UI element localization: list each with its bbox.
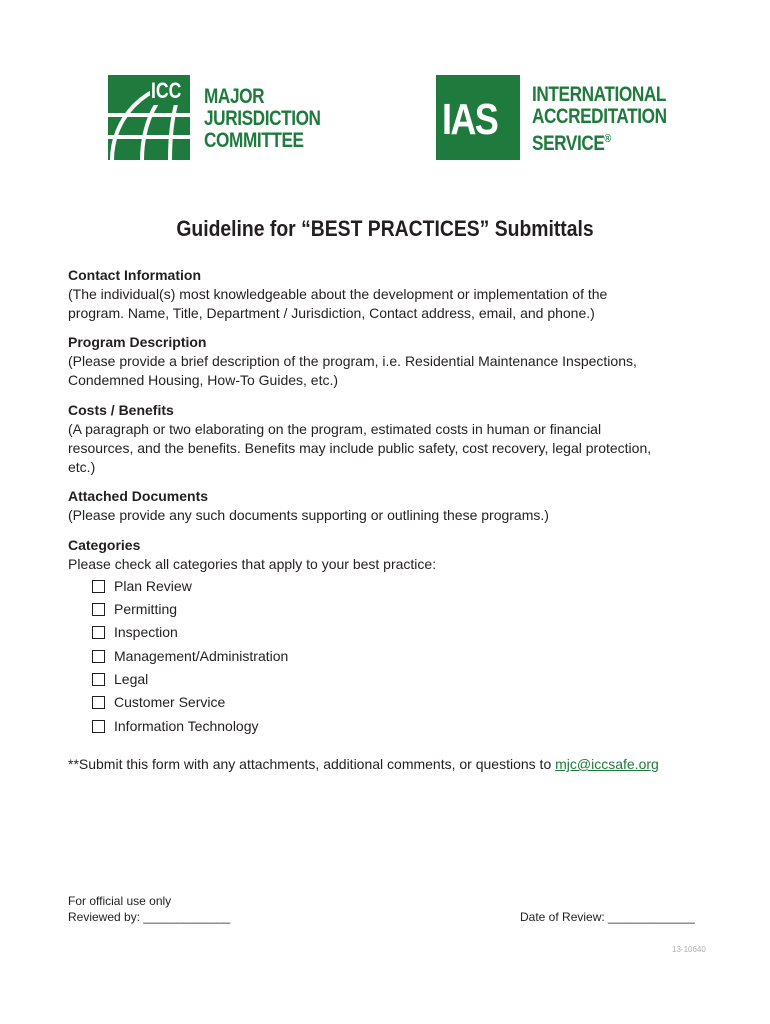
category-information-technology[interactable] — [92, 716, 259, 736]
category-management[interactable] — [92, 646, 288, 666]
program-line-1: (Please provide a brief description of the program, i.e. Residential Maintenance Inspections, — [68, 353, 637, 369]
category-permitting[interactable] — [92, 599, 177, 619]
icc-line-1: MAJOR — [204, 85, 265, 108]
category-label: Permitting — [114, 601, 178, 617]
contact-line-1: (The individual(s) most knowledgeable about the development or implementation of the — [68, 286, 608, 302]
categories-line-1: Please check all categories that apply to your best practice: — [68, 556, 437, 572]
contact-line-2: program. Name, Title, Department / Jurisdiction, Contact address, email, and phone.) — [68, 305, 595, 321]
categories-section — [68, 536, 708, 574]
category-customer-service[interactable] — [92, 692, 225, 712]
category-label: Information Technology — [114, 718, 259, 734]
checkbox[interactable] — [92, 696, 105, 709]
ias-line-1: INTERNATIONAL — [532, 83, 667, 106]
email-link[interactable]: mjc@iccsafe.org — [555, 756, 659, 772]
program-line-2: Condemned Housing, How-To Guides, etc.) — [68, 372, 339, 388]
ias-logo — [436, 75, 520, 160]
program-heading: Program Description — [68, 334, 207, 350]
category-inspection[interactable] — [92, 622, 178, 642]
attached-heading: Attached Documents — [68, 488, 209, 504]
category-legal[interactable] — [92, 669, 148, 689]
submit-line — [68, 755, 748, 774]
icc-line-3: COMMITTEE — [204, 129, 304, 152]
contact-section — [68, 266, 708, 323]
ias-line-2: ACCREDITATION — [532, 105, 667, 128]
date-of-review: Date of Review: _____________ — [520, 910, 695, 924]
icc-logo — [108, 75, 190, 160]
costs-line-1: (A paragraph or two elaborating on the program, estimated costs in human or financial — [68, 421, 602, 437]
costs-line-2: resources, and the benefits. Benefits may include public safety, cost recovery, legal protection, — [68, 440, 652, 456]
costs-line-3: etc.) — [68, 459, 96, 475]
reviewed-by: Reviewed by: _____________ — [68, 910, 231, 924]
categories-heading: Categories — [68, 537, 141, 553]
attached-section — [68, 487, 708, 525]
ias-line-3: SERVICE® — [532, 132, 611, 155]
checkbox[interactable] — [92, 673, 105, 686]
category-plan-review[interactable] — [92, 576, 192, 596]
icc-wordmark — [204, 86, 321, 152]
icc-badge: ICC — [151, 78, 182, 103]
category-label: Plan Review — [114, 578, 192, 594]
icc-line-2: JURISDICTION — [204, 107, 321, 130]
official-use: For official use only — [68, 894, 172, 908]
page-title: Guideline for “BEST PRACTICES” Submittals — [176, 216, 594, 241]
category-label: Management/Administration — [114, 648, 289, 664]
category-label: Customer Service — [114, 694, 226, 710]
contact-heading: Contact Information — [68, 267, 201, 283]
category-label: Legal — [114, 671, 149, 687]
form-code: 13-10640 — [672, 945, 706, 954]
ias-wordmark — [532, 84, 667, 155]
submit-text: **Submit this form with any attachments, additional comments, or questions to — [68, 756, 552, 772]
checkbox[interactable] — [92, 580, 105, 593]
category-label: Inspection — [114, 624, 178, 640]
checkbox[interactable] — [92, 603, 105, 616]
checkbox[interactable] — [92, 720, 105, 733]
costs-heading: Costs / Benefits — [68, 402, 174, 418]
program-section — [68, 333, 708, 390]
checkbox[interactable] — [92, 650, 105, 663]
costs-section — [68, 401, 708, 477]
checkbox[interactable] — [92, 626, 105, 639]
ias-badge: IAS — [442, 95, 498, 144]
attached-line-1: (Please provide any such documents supporting or outlining these programs.) — [68, 507, 549, 523]
